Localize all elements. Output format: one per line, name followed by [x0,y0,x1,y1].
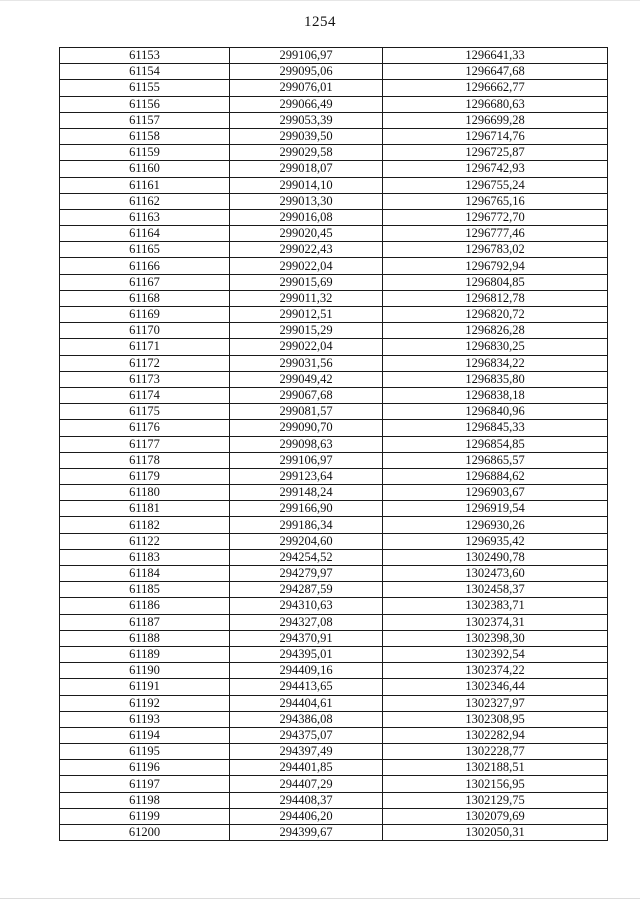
x-coordinate-cell: 294413,65 [230,679,383,695]
y-coordinate-cell: 1296919,54 [383,501,608,517]
table-row [60,339,608,355]
x-coordinate-cell: 294401,85 [230,760,383,776]
point-number-cell: 61170 [60,323,230,339]
page-number: 1254 [304,14,336,30]
coordinates-table-body [60,48,608,841]
y-coordinate-cell: 1302079,69 [383,808,608,824]
point-number-cell: 61185 [60,582,230,598]
point-number-cell: 61160 [60,161,230,177]
point-number-cell: 61169 [60,307,230,323]
table-row [60,193,608,209]
y-coordinate-cell: 1302392,54 [383,646,608,662]
y-coordinate-cell: 1296662,77 [383,80,608,96]
x-coordinate-cell: 299039,50 [230,128,383,144]
x-coordinate-cell: 299106,97 [230,48,383,64]
point-number-cell: 61164 [60,226,230,242]
point-number-cell: 61168 [60,290,230,306]
y-coordinate-cell: 1302156,95 [383,776,608,792]
point-number-cell: 61181 [60,501,230,517]
x-coordinate-cell: 294404,61 [230,695,383,711]
table-row [60,501,608,517]
y-coordinate-cell: 1296714,76 [383,128,608,144]
table-row [60,145,608,161]
table-row [60,744,608,760]
x-coordinate-cell: 299013,30 [230,193,383,209]
table-row [60,679,608,695]
y-coordinate-cell: 1302228,77 [383,744,608,760]
table-row [60,274,608,290]
table-row [60,452,608,468]
point-number-cell: 61162 [60,193,230,209]
y-coordinate-cell: 1296830,25 [383,339,608,355]
x-coordinate-cell: 299014,10 [230,177,383,193]
x-coordinate-cell: 299012,51 [230,307,383,323]
table-row [60,242,608,258]
table-row [60,630,608,646]
y-coordinate-cell: 1296641,33 [383,48,608,64]
x-coordinate-cell: 294375,07 [230,727,383,743]
y-coordinate-cell: 1296845,33 [383,420,608,436]
x-coordinate-cell: 294279,97 [230,566,383,582]
x-coordinate-cell: 294386,08 [230,711,383,727]
table-row [60,598,608,614]
x-coordinate-cell: 299053,39 [230,112,383,128]
point-number-cell: 61196 [60,760,230,776]
table-row [60,161,608,177]
table-row [60,48,608,64]
point-number-cell: 61180 [60,485,230,501]
table-row [60,290,608,306]
x-coordinate-cell: 299020,45 [230,226,383,242]
y-coordinate-cell: 1296834,22 [383,355,608,371]
table-row [60,80,608,96]
x-coordinate-cell: 299098,63 [230,436,383,452]
y-coordinate-cell: 1302374,31 [383,614,608,630]
point-number-cell: 61154 [60,64,230,80]
y-coordinate-cell: 1296820,72 [383,307,608,323]
x-coordinate-cell: 299029,58 [230,145,383,161]
point-number-cell: 61161 [60,177,230,193]
point-number-cell: 61171 [60,339,230,355]
x-coordinate-cell: 294370,91 [230,630,383,646]
y-coordinate-cell: 1296680,63 [383,96,608,112]
x-coordinate-cell: 299148,24 [230,485,383,501]
point-number-cell: 61182 [60,517,230,533]
table-row [60,760,608,776]
point-number-cell: 61192 [60,695,230,711]
y-coordinate-cell: 1302473,60 [383,566,608,582]
point-number-cell: 61184 [60,566,230,582]
x-coordinate-cell: 294407,29 [230,776,383,792]
table-row [60,468,608,484]
y-coordinate-cell: 1296865,57 [383,452,608,468]
y-coordinate-cell: 1302374,22 [383,663,608,679]
table-row [60,825,608,841]
y-coordinate-cell: 1302346,44 [383,679,608,695]
x-coordinate-cell: 299022,04 [230,258,383,274]
table-row [60,64,608,80]
x-coordinate-cell: 294287,59 [230,582,383,598]
x-coordinate-cell: 294310,63 [230,598,383,614]
point-number-cell: 61172 [60,355,230,371]
x-coordinate-cell: 299015,29 [230,323,383,339]
x-coordinate-cell: 299081,57 [230,404,383,420]
x-coordinate-cell: 294399,67 [230,825,383,841]
point-number-cell: 61173 [60,371,230,387]
x-coordinate-cell: 294406,20 [230,808,383,824]
y-coordinate-cell: 1296765,16 [383,193,608,209]
point-number-cell: 61194 [60,727,230,743]
x-coordinate-cell: 299022,04 [230,339,383,355]
table-row [60,258,608,274]
table-row [60,727,608,743]
y-coordinate-cell: 1296777,46 [383,226,608,242]
table-row [60,808,608,824]
point-number-cell: 61191 [60,679,230,695]
point-number-cell: 61163 [60,209,230,225]
y-coordinate-cell: 1296725,87 [383,145,608,161]
x-coordinate-cell: 299204,60 [230,533,383,549]
table-row [60,711,608,727]
y-coordinate-cell: 1296838,18 [383,387,608,403]
scan-edge-bottom [0,898,640,899]
table-row [60,226,608,242]
table-row [60,485,608,501]
point-number-cell: 61153 [60,48,230,64]
y-coordinate-cell: 1296699,28 [383,112,608,128]
x-coordinate-cell: 299186,34 [230,517,383,533]
point-number-cell: 61156 [60,96,230,112]
table-row [60,614,608,630]
y-coordinate-cell: 1296772,70 [383,209,608,225]
y-coordinate-cell: 1296826,28 [383,323,608,339]
table-row [60,404,608,420]
table-row [60,566,608,582]
table-row [60,209,608,225]
point-number-cell: 61158 [60,128,230,144]
point-number-cell: 61155 [60,80,230,96]
table-row [60,307,608,323]
point-number-cell: 61195 [60,744,230,760]
y-coordinate-cell: 1302490,78 [383,549,608,565]
point-number-cell: 61177 [60,436,230,452]
x-coordinate-cell: 299049,42 [230,371,383,387]
table-row [60,96,608,112]
point-number-cell: 61193 [60,711,230,727]
point-number-cell: 61167 [60,274,230,290]
table-row [60,355,608,371]
y-coordinate-cell: 1302050,31 [383,825,608,841]
x-coordinate-cell: 294408,37 [230,792,383,808]
x-coordinate-cell: 294395,01 [230,646,383,662]
y-coordinate-cell: 1296804,85 [383,274,608,290]
y-coordinate-cell: 1302458,37 [383,582,608,598]
table-row [60,533,608,549]
y-coordinate-cell: 1296792,94 [383,258,608,274]
x-coordinate-cell: 299016,08 [230,209,383,225]
point-number-cell: 61176 [60,420,230,436]
point-number-cell: 61200 [60,825,230,841]
table-row [60,323,608,339]
x-coordinate-cell: 299090,70 [230,420,383,436]
table-row [60,646,608,662]
x-coordinate-cell: 299015,69 [230,274,383,290]
point-number-cell: 61178 [60,452,230,468]
x-coordinate-cell: 299123,64 [230,468,383,484]
point-number-cell: 61179 [60,468,230,484]
y-coordinate-cell: 1302327,97 [383,695,608,711]
y-coordinate-cell: 1296783,02 [383,242,608,258]
table-row [60,177,608,193]
y-coordinate-cell: 1296840,96 [383,404,608,420]
point-number-cell: 61166 [60,258,230,274]
y-coordinate-cell: 1296835,80 [383,371,608,387]
table-row [60,436,608,452]
x-coordinate-cell: 299011,32 [230,290,383,306]
y-coordinate-cell: 1302188,51 [383,760,608,776]
x-coordinate-cell: 299022,43 [230,242,383,258]
table-row [60,695,608,711]
table-row [60,387,608,403]
table-row [60,371,608,387]
y-coordinate-cell: 1296647,68 [383,64,608,80]
table-row [60,112,608,128]
y-coordinate-cell: 1296755,24 [383,177,608,193]
y-coordinate-cell: 1296854,85 [383,436,608,452]
y-coordinate-cell: 1302398,30 [383,630,608,646]
table-row [60,792,608,808]
x-coordinate-cell: 294327,08 [230,614,383,630]
y-coordinate-cell: 1302383,71 [383,598,608,614]
point-number-cell: 61165 [60,242,230,258]
scan-edge-top [0,0,640,1]
x-coordinate-cell: 294397,49 [230,744,383,760]
x-coordinate-cell: 299076,01 [230,80,383,96]
table-row [60,128,608,144]
y-coordinate-cell: 1296812,78 [383,290,608,306]
point-number-cell: 61199 [60,808,230,824]
x-coordinate-cell: 299106,97 [230,452,383,468]
point-number-cell: 61122 [60,533,230,549]
table-row [60,663,608,679]
table-row [60,517,608,533]
x-coordinate-cell: 299067,68 [230,387,383,403]
table-row [60,582,608,598]
table-row [60,420,608,436]
point-number-cell: 61159 [60,145,230,161]
y-coordinate-cell: 1296742,93 [383,161,608,177]
point-number-cell: 61174 [60,387,230,403]
coordinates-table [59,47,608,841]
x-coordinate-cell: 299018,07 [230,161,383,177]
x-coordinate-cell: 299031,56 [230,355,383,371]
y-coordinate-cell: 1302129,75 [383,792,608,808]
y-coordinate-cell: 1302282,94 [383,727,608,743]
y-coordinate-cell: 1296903,67 [383,485,608,501]
x-coordinate-cell: 299066,49 [230,96,383,112]
x-coordinate-cell: 299166,90 [230,501,383,517]
point-number-cell: 61189 [60,646,230,662]
point-number-cell: 61175 [60,404,230,420]
y-coordinate-cell: 1296935,42 [383,533,608,549]
point-number-cell: 61198 [60,792,230,808]
x-coordinate-cell: 294409,16 [230,663,383,679]
y-coordinate-cell: 1296884,62 [383,468,608,484]
table-row [60,776,608,792]
point-number-cell: 61190 [60,663,230,679]
point-number-cell: 61157 [60,112,230,128]
y-coordinate-cell: 1296930,26 [383,517,608,533]
table-row [60,549,608,565]
point-number-cell: 61186 [60,598,230,614]
x-coordinate-cell: 294254,52 [230,549,383,565]
x-coordinate-cell: 299095,06 [230,64,383,80]
point-number-cell: 61188 [60,630,230,646]
point-number-cell: 61183 [60,549,230,565]
point-number-cell: 61187 [60,614,230,630]
point-number-cell: 61197 [60,776,230,792]
y-coordinate-cell: 1302308,95 [383,711,608,727]
